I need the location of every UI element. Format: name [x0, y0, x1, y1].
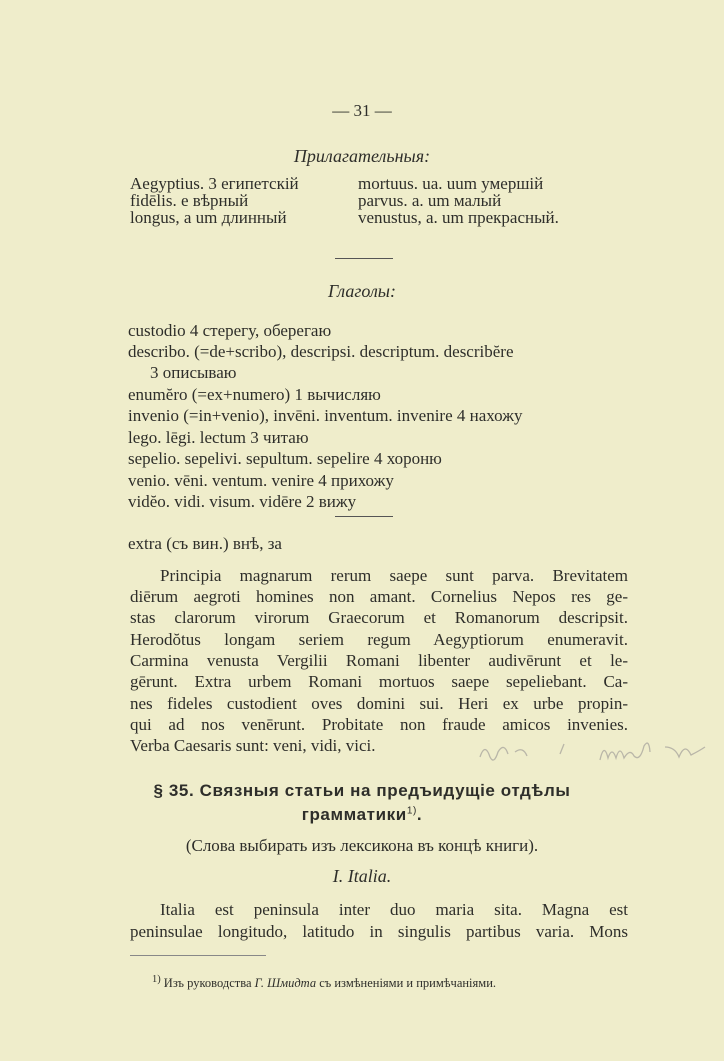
paragraph-line: Verba Caesaris sunt: veni, vidi, vici.: [130, 736, 376, 755]
divider: [335, 516, 393, 517]
paragraph-line: nes fideles custodient oves domini sui. Heri ex urbe propin-: [130, 694, 628, 713]
footnote-reference[interactable]: 1): [406, 805, 417, 817]
section-title-line1: § 35. Связныя статьи на предъидущіе отдѣлы: [153, 781, 571, 800]
adjective-entry: Aegyptius. 3 египетскій: [130, 174, 299, 193]
adjective-entry: mortuus. ua. uum умершій: [358, 174, 544, 193]
paragraph-line: stas clarorum virorum Graecorum et Romanorum descripsit.: [130, 608, 628, 627]
section-title-line2: грамматики: [301, 805, 407, 824]
footnote-rule: [130, 955, 266, 956]
paragraph-line: Carmina venusta Vergilii Romani libenter audivērunt et le-: [130, 651, 628, 670]
paragraph-line: Herodŏtus longam seriem regum Aegyptiorum enumeravit.: [130, 630, 628, 649]
adjective-entry: parvus. a. um малый: [358, 191, 502, 210]
section-title: [0, 781, 724, 801]
footnote-mark: 1): [152, 974, 161, 985]
paragraph-line: qui ad nos venērunt. Probitate non fraude amicos invenies.: [130, 715, 628, 734]
divider: [335, 258, 393, 259]
subheading: I. Italia.: [332, 866, 392, 886]
verbs-heading: Глаголы:: [328, 281, 396, 301]
verb-entry: lego. lēgi. lectum 3 читаю: [128, 428, 309, 447]
section-title-continued: [0, 805, 724, 825]
adjective-entry: longus, a um длинный: [130, 208, 287, 227]
verb-entry: venio. vēni. ventum. venire 4 прихожу: [128, 471, 394, 490]
paragraph-line: diērum aegroti homines non amant. Cornelius Nepos res ge-: [130, 587, 628, 606]
footnote-author: Г. Шмидта: [254, 976, 317, 991]
footnote: [152, 974, 496, 991]
footnote-text: Изъ руководства: [163, 976, 252, 991]
section-title-end: .: [416, 805, 423, 824]
footnote-text-end: съ измѣненіями и примѣчаніями.: [319, 976, 497, 991]
preposition-entry: extra (съ вин.) внѣ, за: [128, 534, 282, 553]
adjective-entry: fidēlis. e вѣрный: [130, 191, 249, 210]
pencil-handwriting: [470, 732, 720, 772]
paragraph-line: Principia magnarum rerum saepe sunt parva. Brevitatem: [160, 566, 628, 585]
adjectives-heading: Прилагательныя:: [293, 146, 431, 166]
paragraph-line: Italia est peninsula inter duo maria sita. Magna est: [160, 900, 628, 919]
verb-entry: invenio (=in+venio), invēni. inventum. invenire 4 нахожу: [128, 406, 523, 425]
verb-entry: vidĕo. vidi. visum. vidēre 2 вижу: [128, 492, 357, 511]
verb-entry: describo. (=de+scribo), descripsi. descriptum. describĕre: [128, 342, 514, 361]
paragraph-line: peninsulae longitudo, latitudo in singulis partibus varia. Mons: [130, 922, 628, 941]
verb-entry: 3 описываю: [150, 363, 237, 382]
verb-entry: custodio 4 стерегу, оберегаю: [128, 321, 332, 340]
verb-entry: enumĕro (=ex+numero) 1 вычисляю: [128, 385, 381, 404]
adjective-entry: venustus, a. um прекрасный.: [358, 208, 559, 227]
verb-entry: sepelio. sepelivi. sepultum. sepelire 4 хороню: [128, 449, 442, 468]
page-number: — 31 —: [332, 101, 392, 120]
paragraph-line: gērunt. Extra urbem Romani mortuos saepe sepeliebant. Ca-: [130, 672, 628, 691]
section-note: (Слова выбирать изъ лексикона въ концѣ книги).: [185, 836, 539, 855]
